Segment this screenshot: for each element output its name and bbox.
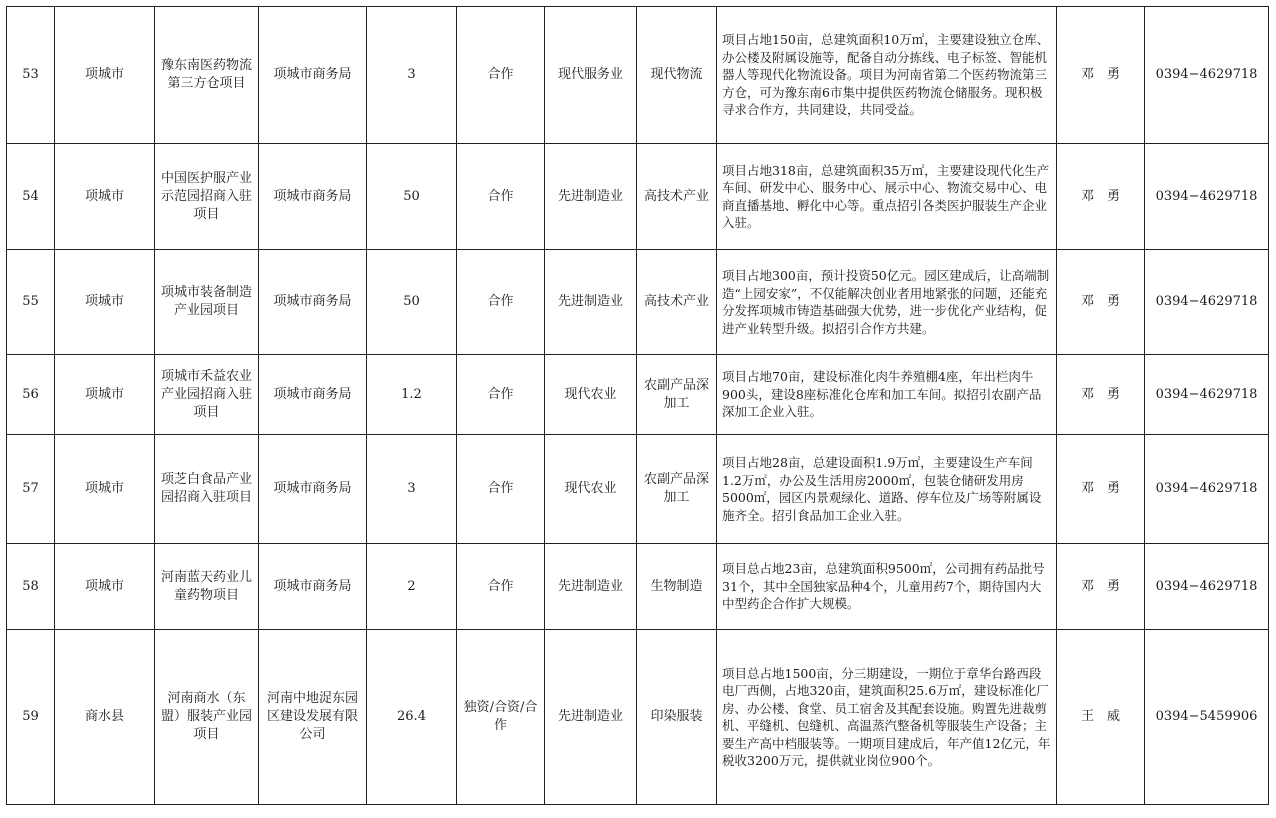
phone-cell: 0394−4629718 [1145,544,1269,630]
description-cell: 项目占地70亩，建设标准化肉牛养殖棚4座，年出栏肉牛900头，建设8座标准化仓库和加工车间。拟招引农副产品深加工企业入驻。 [717,355,1057,435]
row-number: 54 [7,144,55,250]
project-table [6,6,1269,805]
row-number: 55 [7,250,55,355]
contact-person-cell: 邓 勇 [1057,544,1145,630]
phone-cell: 0394−4629718 [1145,435,1269,544]
project-name-cell: 项城市装备制造产业园项目 [155,250,259,355]
sub-industry-cell: 农副产品深加工 [637,435,717,544]
cooperation-mode-cell: 合作 [457,435,545,544]
description-cell: 项目占地300亩，预计投资50亿元。园区建成后，让高端制造“上园安家”，不仅能解决创业者用地紧张的问题，还能充分发挥项城市铸造基础强大优势，进一步优化产业结构，促进产业转型升级。拟招引合作方共建。 [717,250,1057,355]
responsible-unit-cell: 项城市商务局 [259,355,367,435]
phone-cell: 0394−4629718 [1145,144,1269,250]
sub-industry-cell: 高技术产业 [637,250,717,355]
responsible-unit-cell: 项城市商务局 [259,435,367,544]
phone-cell: 0394−4629718 [1145,7,1269,144]
project-name-cell: 豫东南医药物流第三方仓项目 [155,7,259,144]
sub-industry-cell: 现代物流 [637,7,717,144]
cooperation-mode-cell: 独资/合资/合作 [457,630,545,805]
table-row [7,630,1269,805]
cooperation-mode-cell: 合作 [457,544,545,630]
region-cell: 项城市 [55,544,155,630]
region-cell: 项城市 [55,435,155,544]
row-number: 59 [7,630,55,805]
table-row [7,435,1269,544]
investment-amount-cell: 1.2 [367,355,457,435]
responsible-unit-cell: 项城市商务局 [259,144,367,250]
region-cell: 项城市 [55,7,155,144]
contact-person-cell: 邓 勇 [1057,355,1145,435]
table-row [7,355,1269,435]
industry-cell: 先进制造业 [545,544,637,630]
table-row [7,544,1269,630]
table-row [7,7,1269,144]
project-name-cell: 河南蓝天药业儿童药物项目 [155,544,259,630]
industry-cell: 现代农业 [545,435,637,544]
contact-person-cell: 邓 勇 [1057,250,1145,355]
phone-cell: 0394−4629718 [1145,355,1269,435]
region-cell: 项城市 [55,355,155,435]
project-name-cell: 中国医护服产业示范园招商入驻项目 [155,144,259,250]
cooperation-mode-cell: 合作 [457,7,545,144]
responsible-unit-cell: 项城市商务局 [259,250,367,355]
table-row [7,250,1269,355]
row-number: 57 [7,435,55,544]
responsible-unit-cell: 项城市商务局 [259,544,367,630]
description-cell: 项目占地150亩，总建筑面积10万㎡，主要建设独立仓库、办公楼及附属设施等，配备自动分拣线、电子标签、智能机器人等现代化物流设备。项目为河南省第二个医药物流第三方仓，可为豫东南6市集中提供医药物流仓储服务。现积极寻求合作方，共同建设，共同受益。 [717,7,1057,144]
region-cell: 商水县 [55,630,155,805]
industry-cell: 先进制造业 [545,144,637,250]
table-row [7,144,1269,250]
sub-industry-cell: 高技术产业 [637,144,717,250]
description-cell: 项目占地318亩，总建筑面积35万㎡，主要建设现代化生产车间、研发中心、服务中心、展示中心、物流交易中心、电商直播基地、孵化中心等。重点招引各类医护服装生产企业入驻。 [717,144,1057,250]
row-number: 53 [7,7,55,144]
sub-industry-cell: 生物制造 [637,544,717,630]
contact-person-cell: 邓 勇 [1057,435,1145,544]
industry-cell: 现代农业 [545,355,637,435]
contact-person-cell: 邓 勇 [1057,7,1145,144]
contact-person-cell: 邓 勇 [1057,144,1145,250]
row-number: 56 [7,355,55,435]
description-cell: 项目占地28亩，总建设面积1.9万㎡，主要建设生产车间1.2万㎡，办公及生活用房2000㎡，包装仓储研发用房5000㎡，园区内景观绿化、道路、停车位及广场等附属设施齐全。招引食品加工企业入驻。 [717,435,1057,544]
responsible-unit-cell: 河南中地浞东园区建设发展有限公司 [259,630,367,805]
industry-cell: 现代服务业 [545,7,637,144]
region-cell: 项城市 [55,250,155,355]
row-number: 58 [7,544,55,630]
project-name-cell: 项城市禾益农业产业园招商入驻项目 [155,355,259,435]
phone-cell: 0394−4629718 [1145,250,1269,355]
description-cell: 项目总占地23亩，总建筑面积9500㎡，公司拥有药品批号31个，其中全国独家品种4个，儿童用药7个，期待国内大中型药企合作扩大规模。 [717,544,1057,630]
cooperation-mode-cell: 合作 [457,250,545,355]
sub-industry-cell: 农副产品深加工 [637,355,717,435]
investment-amount-cell: 50 [367,250,457,355]
investment-amount-cell: 50 [367,144,457,250]
cooperation-mode-cell: 合作 [457,144,545,250]
investment-amount-cell: 3 [367,435,457,544]
industry-cell: 先进制造业 [545,250,637,355]
sub-industry-cell: 印染服装 [637,630,717,805]
region-cell: 项城市 [55,144,155,250]
contact-person-cell: 王 威 [1057,630,1145,805]
description-cell: 项目总占地1500亩，分三期建设，一期位于章华台路西段电厂西侧，占地320亩，建筑面积25.6万㎡，建设标准化厂房、办公楼、食堂、员工宿舍及其配套设施。购置先进裁剪机、平缝机、包缝机、高温蒸汽整备机等服装生产设备；主要生产高中档服装等。一期项目建成后，年产值12亿元，年税收3200万元，提供就业岗位900个。 [717,630,1057,805]
investment-amount-cell: 26.4 [367,630,457,805]
cooperation-mode-cell: 合作 [457,355,545,435]
project-name-cell: 河南商水（东盟）服装产业园项目 [155,630,259,805]
responsible-unit-cell: 项城市商务局 [259,7,367,144]
investment-amount-cell: 2 [367,544,457,630]
project-name-cell: 项芝白食品产业园招商入驻项目 [155,435,259,544]
industry-cell: 先进制造业 [545,630,637,805]
phone-cell: 0394−5459906 [1145,630,1269,805]
investment-amount-cell: 3 [367,7,457,144]
